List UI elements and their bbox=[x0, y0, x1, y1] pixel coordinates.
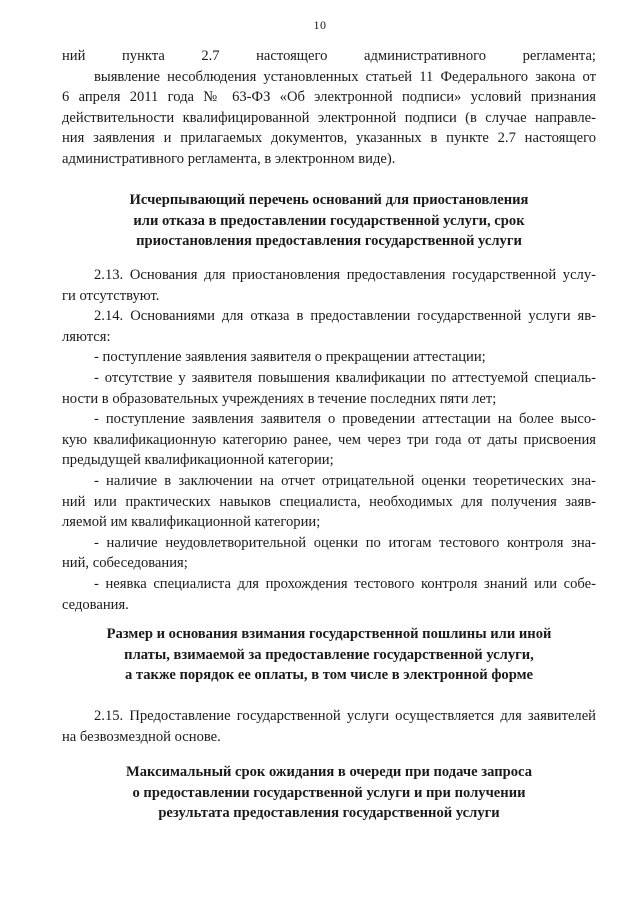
text-line: ляемой им квалификационной категории; bbox=[62, 514, 321, 531]
heading-line: или отказа в предоставлении государственной услуги, срок bbox=[133, 212, 525, 229]
text-line: - наличие неудовлетворительной оценки по итогам тестового контроля зна- bbox=[94, 534, 596, 551]
text-line: действительности квалифицированной электронной подписи (в случае направле- bbox=[62, 109, 596, 126]
text-line: 2.15. Предоставление государственной услуги осуществляется для заявителей bbox=[94, 708, 596, 724]
text-line: 6 апреля 2011 года № 63-ФЗ «Об электронной подписи» условий признания bbox=[62, 89, 596, 106]
text-line: ности в образовательных учреждениях в течение последних пяти лет; bbox=[62, 390, 497, 407]
heading-line: результата предоставления государственной услуги bbox=[158, 805, 500, 822]
paragraph-block-continuation bbox=[62, 46, 596, 170]
page-number: 10 bbox=[313, 18, 327, 32]
text-line: ний или практических навыков специалиста, необходимых для получения заяв- bbox=[62, 493, 596, 510]
section-heading-suspension-refusal bbox=[62, 190, 596, 252]
text-line: ний пункта 2.7 настоящего административного регламента; bbox=[62, 48, 596, 64]
text-line: предыдущей квалификационной категории; bbox=[62, 452, 334, 469]
text-line: - поступление заявления заявителя о прекращении аттестации; bbox=[94, 349, 486, 366]
text-line: на безвозмездной основе. bbox=[62, 728, 221, 745]
text-line: 2.13. Основания для приостановления предоставления государственной услу- bbox=[94, 267, 596, 283]
heading-line: платы, взимаемой за предоставление государственной услуги, bbox=[124, 646, 534, 663]
text-line: ний, собеседования; bbox=[62, 555, 188, 572]
text-line: седования. bbox=[62, 596, 129, 613]
text-line: выявление несоблюдения установленных статьей 11 Федерального закона от bbox=[94, 68, 596, 85]
text-line: кую квалификационную категорию ранее, чем через три года от даты присвоения bbox=[62, 431, 596, 448]
text-line: административного регламента, в электронном виде). bbox=[62, 150, 396, 167]
paragraph-block-free-service bbox=[62, 706, 596, 747]
text-line: - отсутствие у заявителя повышения квалификации по аттестуемой специаль- bbox=[94, 369, 596, 386]
text-line: 2.14. Основаниями для отказа в предоставлении государственной услуги яв- bbox=[94, 308, 596, 325]
text-line: - поступление заявления заявителя о проведении аттестации на более высо- bbox=[94, 411, 596, 428]
heading-line: а также порядок ее оплаты, в том числе в электронной форме bbox=[124, 667, 534, 684]
text-line: ния заявления и прилагаемых документов, указанных в пункте 2.7 настоящего bbox=[62, 130, 596, 147]
heading-line: приостановления предоставления государственной услуги bbox=[136, 233, 522, 250]
heading-line: Размер и основания взимания государственной пошлины или иной bbox=[106, 626, 552, 642]
text-line: - наличие в заключении на отчет отрицательной оценки теоретических зна- bbox=[94, 472, 596, 489]
text-line: ги отсутствуют. bbox=[62, 287, 160, 304]
heading-line: Максимальный срок ожидания в очереди при подаче запроса bbox=[125, 764, 532, 780]
text-line: - неявка специалиста для прохождения тестового контроля знаний или собе- bbox=[94, 575, 596, 592]
section-heading-queue-time bbox=[62, 762, 596, 824]
section-heading-fee bbox=[62, 624, 596, 686]
heading-line: о предоставлении государственной услуги и при получении bbox=[132, 784, 526, 801]
text-line: ляются: bbox=[62, 328, 111, 345]
heading-line: Исчерпывающий перечень оснований для приостановления bbox=[129, 192, 529, 208]
paragraph-block-grounds bbox=[62, 265, 596, 615]
